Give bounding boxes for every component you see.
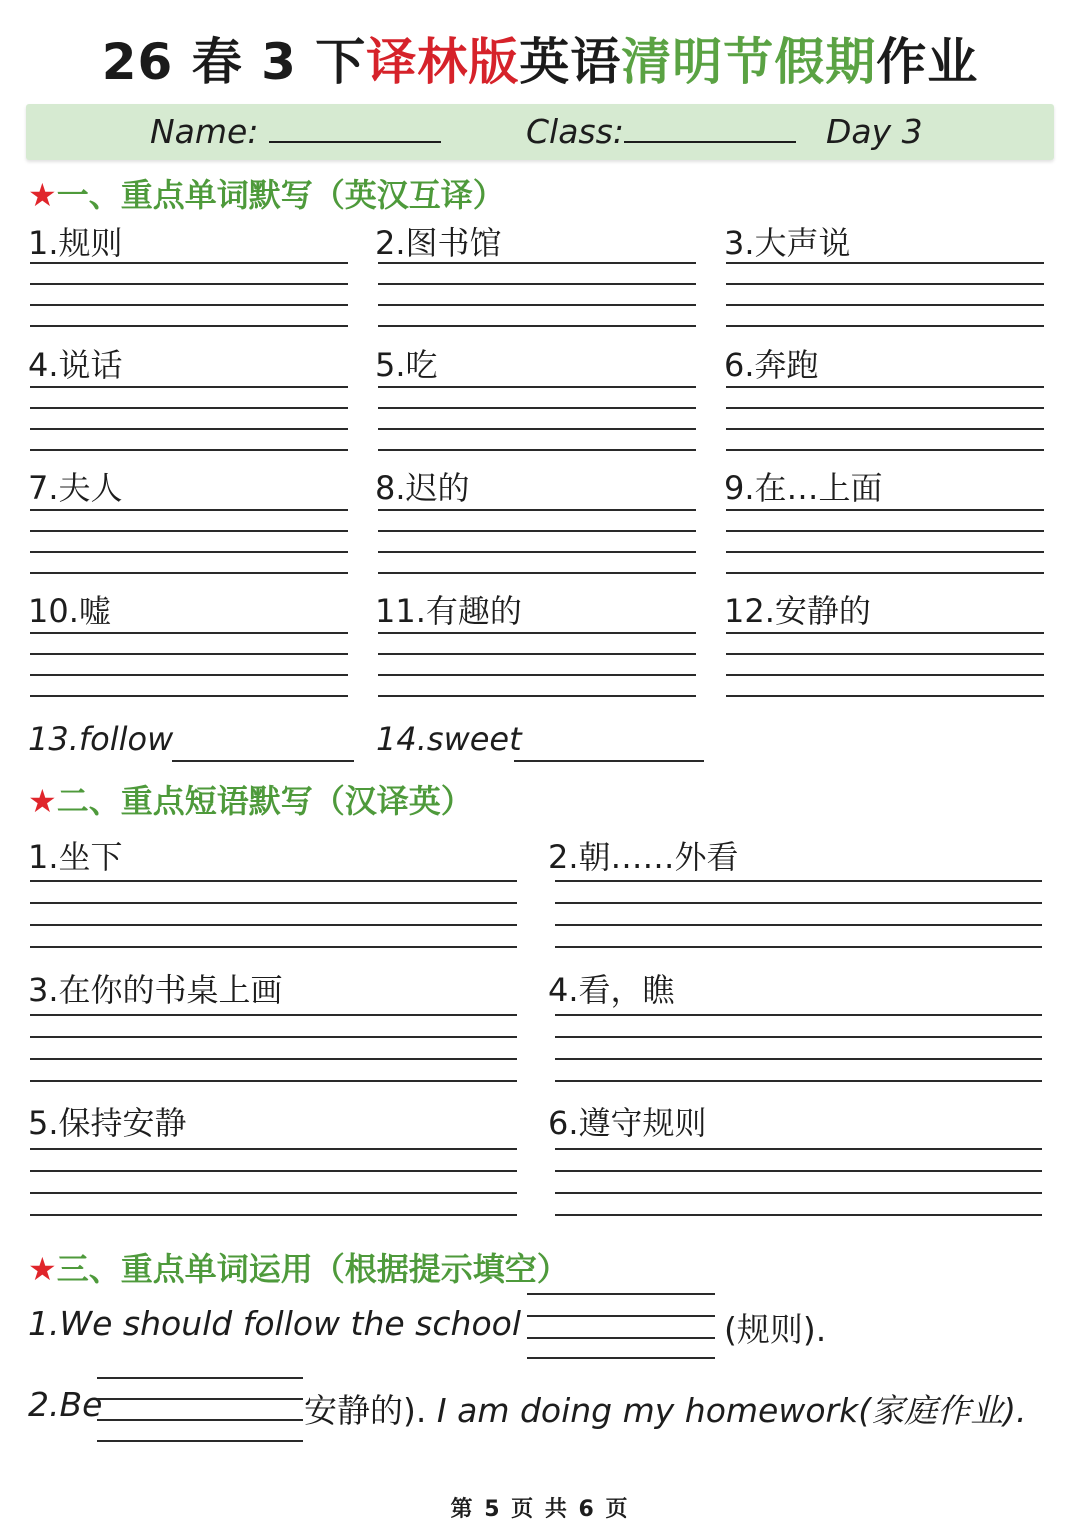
phrase-item-5: 5.保持安静 <box>28 1104 187 1142</box>
writing-line[interactable] <box>30 1036 517 1038</box>
star-icon: ★ <box>28 782 57 820</box>
answer-blank[interactable] <box>514 760 704 762</box>
writing-line[interactable] <box>555 924 1042 926</box>
writing-line[interactable] <box>30 509 348 511</box>
word-item-2: 2.图书馆 <box>375 224 502 262</box>
writing-line[interactable] <box>30 283 348 285</box>
writing-line[interactable] <box>555 1058 1042 1060</box>
title-grade: 26 春 3 下 <box>101 33 367 91</box>
phrase-item-1: 1.坐下 <box>28 838 123 876</box>
writing-line[interactable] <box>726 530 1044 532</box>
writing-line[interactable] <box>726 407 1044 409</box>
question-2-hint: 安静的). <box>304 1391 427 1430</box>
section-2-title: 二、重点短语默写（汉译英） <box>56 782 473 820</box>
word-item-4: 4.说话 <box>28 346 123 384</box>
answer-blank[interactable] <box>527 1315 715 1317</box>
writing-line[interactable] <box>378 695 696 697</box>
writing-line[interactable] <box>378 428 696 430</box>
writing-line[interactable] <box>378 674 696 676</box>
question-2-text: I am doing my homework(家庭作业). <box>436 1391 1027 1430</box>
writing-line[interactable] <box>30 632 348 634</box>
writing-line[interactable] <box>30 1214 517 1216</box>
writing-line[interactable] <box>726 449 1044 451</box>
answer-blank[interactable] <box>527 1357 715 1359</box>
star-icon: ★ <box>28 176 57 214</box>
writing-line[interactable] <box>30 1148 517 1150</box>
writing-line[interactable] <box>726 262 1044 264</box>
class-blank[interactable] <box>624 113 796 143</box>
word-item-10: 10.嘘 <box>28 592 111 630</box>
writing-line[interactable] <box>30 325 348 327</box>
word-item-14: 14.sweet <box>376 720 522 758</box>
writing-line[interactable] <box>30 674 348 676</box>
writing-line[interactable] <box>726 632 1044 634</box>
writing-line[interactable] <box>555 1192 1042 1194</box>
writing-line[interactable] <box>378 325 696 327</box>
phrase-item-3: 3.在你的书桌上画 <box>28 971 283 1009</box>
writing-line[interactable] <box>30 695 348 697</box>
phrase-item-2: 2.朝……外看 <box>548 838 739 876</box>
word-item-12: 12.安静的 <box>724 592 871 630</box>
word-item-9: 9.在…上面 <box>724 469 883 507</box>
word-item-1: 1.规则 <box>28 224 123 262</box>
writing-line[interactable] <box>378 386 696 388</box>
answer-blank[interactable] <box>97 1398 303 1400</box>
writing-line[interactable] <box>726 386 1044 388</box>
section-2-heading <box>28 776 473 822</box>
word-item-13: 13.follow <box>28 720 174 758</box>
title-subject: 英语 <box>519 33 622 91</box>
writing-line[interactable] <box>726 428 1044 430</box>
writing-line[interactable] <box>378 262 696 264</box>
student-info-bar <box>26 104 1054 160</box>
writing-line[interactable] <box>726 674 1044 676</box>
section-3-heading <box>28 1244 569 1290</box>
writing-line[interactable] <box>555 880 1042 882</box>
writing-line[interactable] <box>30 1014 517 1016</box>
answer-blank[interactable] <box>172 760 354 762</box>
name-field <box>150 112 441 151</box>
title-homework: 作业 <box>876 33 979 91</box>
question-1-hint: (规则). <box>724 1310 827 1349</box>
class-field <box>526 112 796 151</box>
phrase-item-4: 4.看，瞧 <box>548 971 675 1009</box>
word-item-11: 11.有趣的 <box>375 592 522 630</box>
answer-blank[interactable] <box>97 1440 303 1442</box>
writing-line[interactable] <box>378 653 696 655</box>
writing-line[interactable] <box>378 283 696 285</box>
writing-line[interactable] <box>555 946 1042 948</box>
writing-line[interactable] <box>555 1036 1042 1038</box>
word-item-8: 8.迟的 <box>375 469 470 507</box>
writing-line[interactable] <box>726 551 1044 553</box>
writing-line[interactable] <box>30 386 348 388</box>
writing-line[interactable] <box>378 530 696 532</box>
writing-line[interactable] <box>555 1014 1042 1016</box>
writing-line[interactable] <box>30 572 348 574</box>
title-holiday: 清明节假期 <box>621 33 877 91</box>
writing-line[interactable] <box>30 902 517 904</box>
answer-blank[interactable] <box>527 1293 715 1295</box>
section-3-title: 三、重点单词运用（根据提示填空） <box>56 1250 569 1288</box>
writing-line[interactable] <box>555 1148 1042 1150</box>
writing-line[interactable] <box>30 653 348 655</box>
page-title <box>0 22 1080 94</box>
section-1-heading <box>28 170 505 216</box>
writing-line[interactable] <box>726 695 1044 697</box>
page-number: 第 5 页 共 6 页 <box>450 1497 630 1522</box>
writing-line[interactable] <box>726 572 1044 574</box>
writing-line[interactable] <box>726 325 1044 327</box>
word-item-7: 7.夫人 <box>28 469 123 507</box>
word-item-6: 6.奔跑 <box>724 346 819 384</box>
writing-line[interactable] <box>30 1058 517 1060</box>
writing-line[interactable] <box>555 902 1042 904</box>
question-2-rest <box>304 1385 1026 1432</box>
writing-line[interactable] <box>378 551 696 553</box>
section-1-title: 一、重点单词默写（英汉互译） <box>56 176 505 214</box>
writing-line[interactable] <box>378 407 696 409</box>
writing-line[interactable] <box>30 407 348 409</box>
writing-line[interactable] <box>30 924 517 926</box>
class-label: Class: <box>526 112 624 151</box>
writing-line[interactable] <box>378 304 696 306</box>
writing-line[interactable] <box>30 449 348 451</box>
writing-line[interactable] <box>30 1080 517 1082</box>
writing-line[interactable] <box>555 1080 1042 1082</box>
word-item-3: 3.大声说 <box>724 224 851 262</box>
writing-line[interactable] <box>726 509 1044 511</box>
writing-line[interactable] <box>555 1214 1042 1216</box>
day-label: Day 3 <box>826 112 923 151</box>
fill-question-1 <box>28 1304 521 1343</box>
writing-line[interactable] <box>30 880 517 882</box>
question-2-prefix: 2.Be <box>28 1385 103 1424</box>
answer-blank[interactable] <box>97 1419 303 1421</box>
writing-line[interactable] <box>30 428 348 430</box>
writing-line[interactable] <box>726 653 1044 655</box>
writing-line[interactable] <box>726 283 1044 285</box>
writing-line[interactable] <box>30 551 348 553</box>
writing-line[interactable] <box>30 946 517 948</box>
name-blank[interactable] <box>269 113 441 143</box>
answer-blank[interactable] <box>97 1377 303 1379</box>
name-label: Name: <box>150 112 259 151</box>
writing-line[interactable] <box>726 304 1044 306</box>
phrase-item-6: 6.遵守规则 <box>548 1104 707 1142</box>
word-item-5: 5.吃 <box>375 346 438 384</box>
title-edition: 译林版 <box>366 33 520 91</box>
writing-line[interactable] <box>378 572 696 574</box>
question-1-text: 1.We should follow the school <box>28 1304 521 1343</box>
writing-line[interactable] <box>30 304 348 306</box>
writing-line[interactable] <box>378 449 696 451</box>
writing-line[interactable] <box>30 262 348 264</box>
writing-line[interactable] <box>30 1170 517 1172</box>
writing-line[interactable] <box>378 632 696 634</box>
star-icon: ★ <box>28 1250 57 1288</box>
answer-blank[interactable] <box>527 1337 715 1339</box>
writing-line[interactable] <box>30 1192 517 1194</box>
writing-line[interactable] <box>555 1170 1042 1172</box>
writing-line[interactable] <box>30 530 348 532</box>
writing-line[interactable] <box>378 509 696 511</box>
